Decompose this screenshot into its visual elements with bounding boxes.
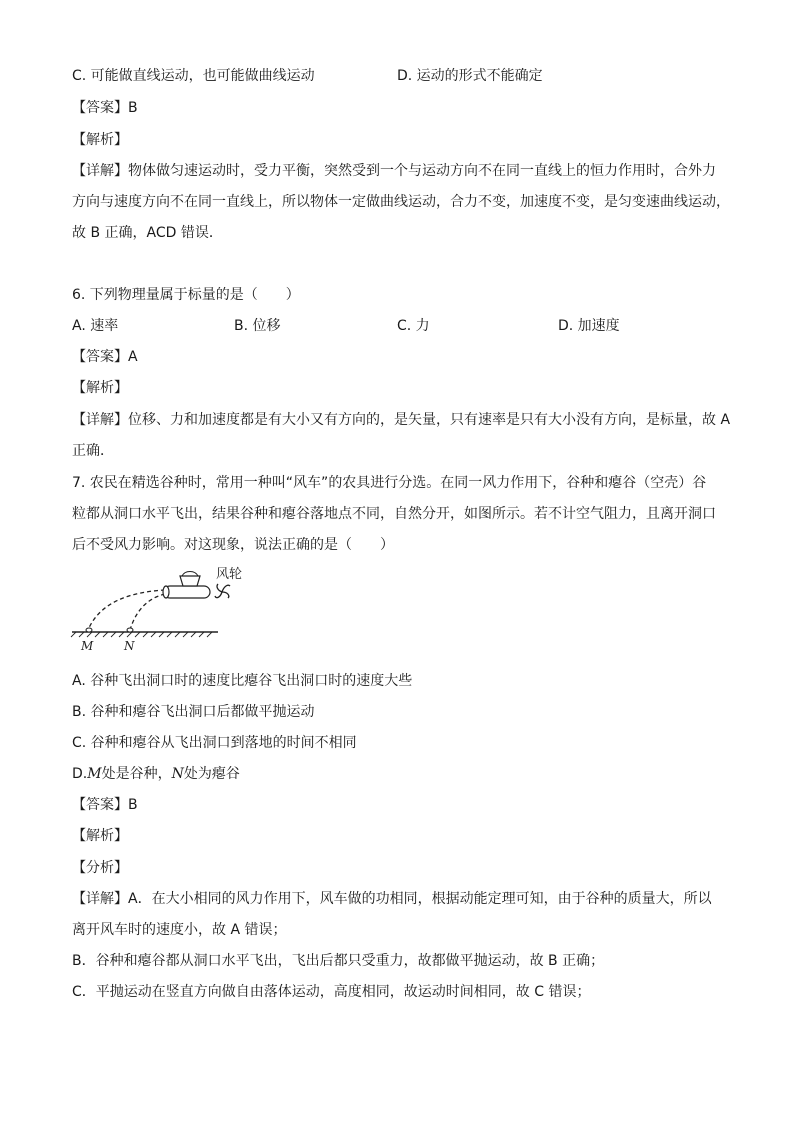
winnower-tube	[164, 586, 210, 598]
hopper	[180, 576, 200, 586]
q7-stem-line-2: 粒都从洞口水平飞出，结果谷种和瘪谷落地点不同，自然分开，如图所示。若不计空气阻力，且离开洞口	[72, 506, 716, 522]
q5-detail-line-2: 方向与速度方向不在同一直线上，所以物体一定做曲线运动，合力不变，加速度不变，是匀变速曲线运动，	[72, 194, 730, 210]
q6-answer: 【答案】A	[72, 349, 138, 365]
q6-option-d: D. 加速度	[558, 318, 620, 334]
q7-detail-a-line-2: 离开风车时的速度小，故 A 错误；	[72, 922, 287, 938]
q5-analysis-label: 【解析】	[72, 132, 128, 148]
tube-outlet	[163, 586, 169, 598]
q7-option-d-n: N	[171, 766, 184, 782]
q7-option-d-prefix: D.	[72, 766, 88, 782]
wind-wheel-icon	[215, 584, 230, 598]
q5-detail-line-1: 【详解】物体做匀速运动时，受力平衡，突然受到一个与运动方向不在同一直线上的恒力作用时，合外力	[72, 163, 716, 179]
q7-analysis-label: 【解析】	[72, 828, 128, 844]
ground-hatching	[71, 632, 212, 637]
q6-stem: 6. 下列物理量属于标量的是（ ）	[72, 287, 300, 303]
q7-option-d-suffix: 处为瘪谷	[183, 766, 240, 782]
winnowing-figure	[70, 562, 250, 656]
point-n-label: N	[124, 639, 135, 653]
q7-detail-b: B．谷种和瘪谷都从洞口水平飞出，飞出后都只受重力，故都做平抛运动，故 B 正确；	[72, 953, 605, 969]
q6-option-b: B. 位移	[234, 318, 281, 334]
q7-detail-a-line-1: 【详解】A．在大小相同的风力作用下，风车做的功相同，根据动能定理可知，由于谷种的质量大，所以	[72, 891, 712, 907]
q7-option-c: C. 谷种和瘪谷从飞出洞口到落地的时间不相同	[72, 735, 357, 751]
hopper-grain	[182, 572, 198, 577]
q6-detail-line-2: 正确．	[72, 443, 114, 459]
q7-stem-line-3: 后不受风力影响。对这现象，说法正确的是（ ）	[72, 537, 394, 553]
q7-option-b: B. 谷种和瘪谷飞出洞口后都做平抛运动	[72, 704, 315, 720]
grain-n	[127, 628, 133, 632]
q7-fenxi-label: 【分析】	[72, 860, 128, 876]
q7-detail-c: C．平抛运动在竖直方向做自由落体运动，高度相同，故运动时间相同，故 C 错误；	[72, 984, 591, 1000]
q7-answer: 【答案】B	[72, 797, 138, 813]
grain-m	[86, 628, 92, 632]
q5-answer: 【答案】B	[72, 100, 138, 116]
q5-option-c: C. 可能做直线运动，也可能做曲线运动	[72, 68, 315, 84]
q7-option-a: A. 谷种飞出洞口时的速度比瘪谷飞出洞口时的速度大些	[72, 673, 413, 689]
point-m-label: M	[81, 639, 94, 653]
q5-detail-line-3: 故 B 正确，ACD 错误．	[72, 225, 223, 241]
q6-option-c: C. 力	[397, 318, 430, 334]
q7-option-d-mid: 处是谷种，	[101, 766, 172, 782]
q7-option-d	[72, 764, 240, 784]
trajectory-n	[130, 594, 165, 630]
q6-detail-line-1: 【详解】位移、力和加速度都是有大小又有方向的，是矢量，只有速率是只有大小没有方向，是标量，故 A	[72, 412, 731, 428]
q6-option-a: A. 速率	[72, 318, 119, 334]
q7-stem-line-1: 7. 农民在精选谷种时，常用一种叫“风车”的农具进行分选。在同一风力作用下，谷种和瘪谷（空壳）谷	[72, 475, 707, 491]
trajectory-m	[88, 590, 165, 630]
q6-analysis-label: 【解析】	[72, 380, 128, 396]
q7-option-d-m: M	[87, 766, 102, 782]
q5-option-d: D. 运动的形式不能确定	[397, 68, 543, 84]
wind-wheel-label: 风轮	[216, 567, 243, 582]
